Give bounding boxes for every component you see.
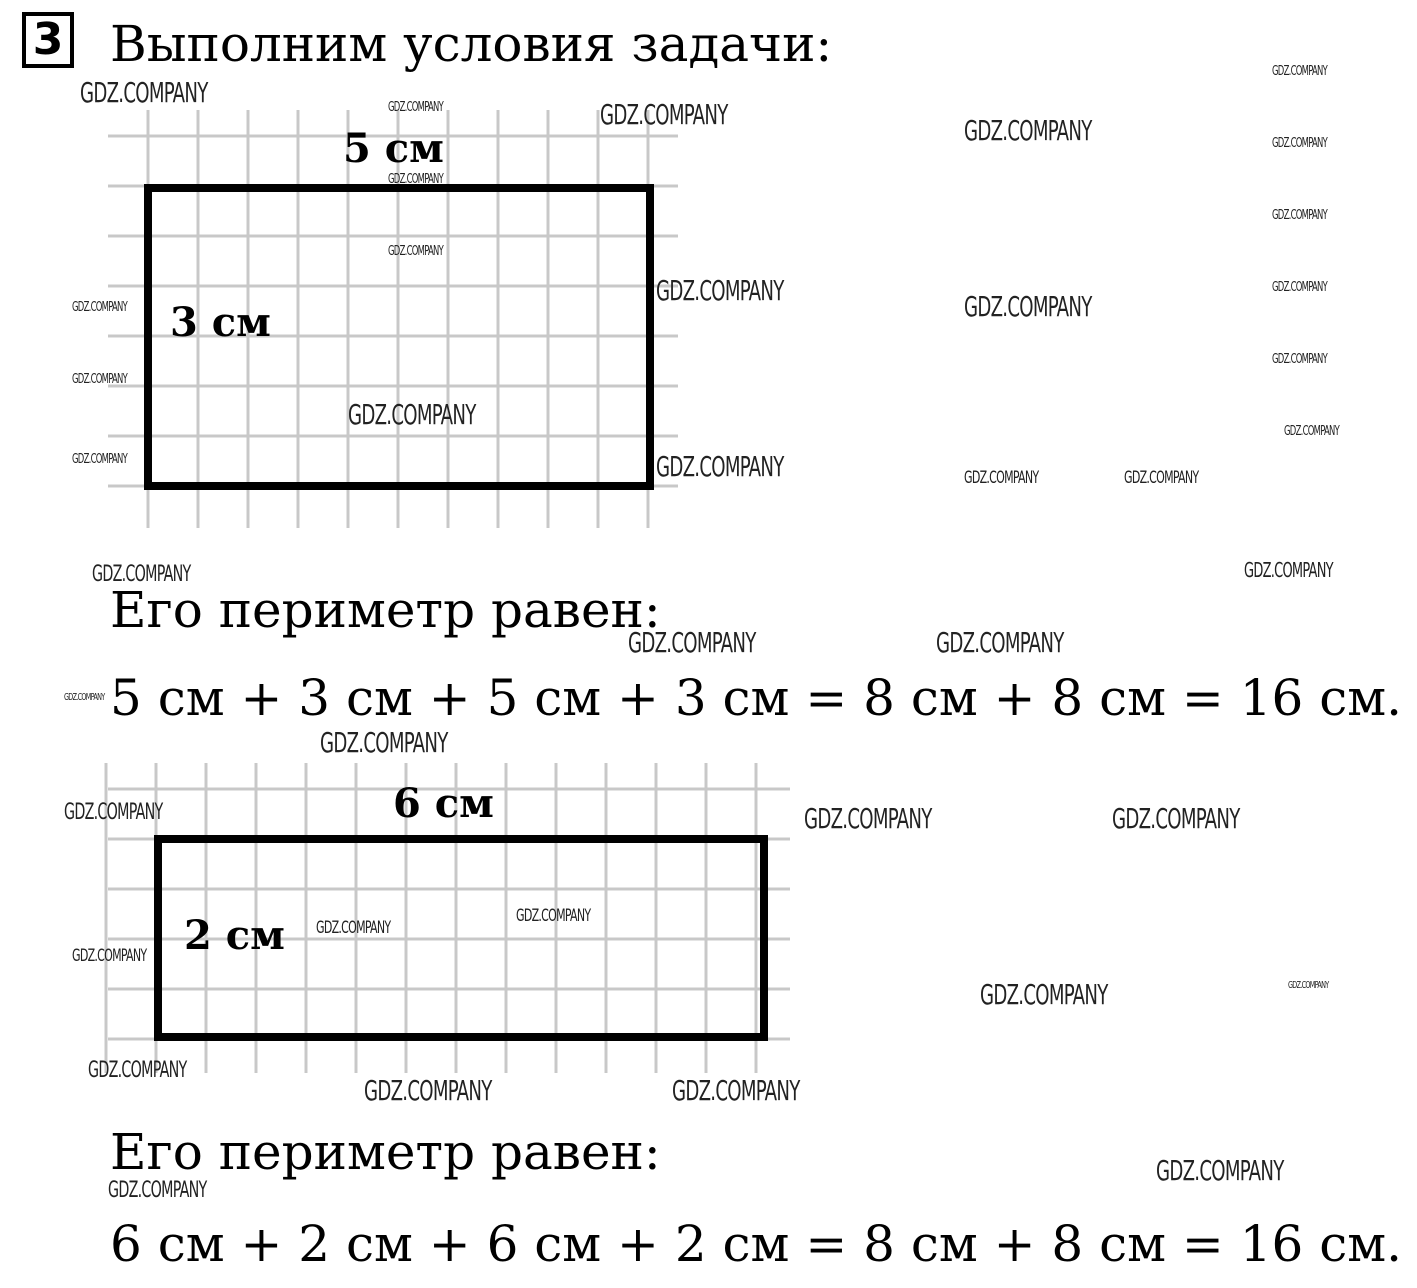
watermark: GDZ.COMPANY (316, 918, 391, 938)
watermark: GDZ.COMPANY (656, 274, 784, 307)
watermark: GDZ.COMPANY (320, 726, 448, 759)
watermark: GDZ.COMPANY (936, 626, 1064, 659)
solution-1-formula: 5 см + 3 см + 5 см + 3 см = 8 см + 8 см = 16 см. (110, 669, 1402, 727)
watermark: GDZ.COMPANY (64, 800, 163, 825)
watermark: GDZ.COMPANY (72, 452, 127, 467)
watermark: GDZ.COMPANY (64, 692, 105, 703)
watermark: GDZ.COMPANY (1272, 64, 1327, 79)
watermark: GDZ.COMPANY (92, 562, 191, 587)
watermark: GDZ.COMPANY (348, 398, 476, 431)
watermark: GDZ.COMPANY (108, 1178, 207, 1203)
watermark: GDZ.COMPANY (88, 1058, 187, 1083)
figure-1-grid (100, 100, 690, 540)
watermark: GDZ.COMPANY (1124, 468, 1199, 488)
watermark: GDZ.COMPANY (1288, 980, 1329, 991)
watermark: GDZ.COMPANY (1272, 280, 1327, 295)
task-heading: Выполним условия задачи: (110, 15, 833, 73)
task-number-box (22, 12, 74, 68)
figure-2-grid (100, 755, 800, 1085)
watermark: GDZ.COMPANY (388, 100, 443, 115)
watermark: GDZ.COMPANY (600, 98, 728, 131)
solution-2-formula: 6 см + 2 см + 6 см + 2 см = 8 см + 8 см = 16 см. (110, 1215, 1402, 1273)
watermark: GDZ.COMPANY (1244, 558, 1333, 582)
watermark: GDZ.COMPANY (364, 1074, 492, 1107)
watermark: GDZ.COMPANY (72, 372, 127, 387)
watermark: GDZ.COMPANY (964, 114, 1092, 147)
solution-1-intro: Его периметр равен: (110, 581, 661, 639)
watermark: GDZ.COMPANY (980, 978, 1108, 1011)
watermark: GDZ.COMPANY (1284, 424, 1339, 439)
watermark: GDZ.COMPANY (1112, 802, 1240, 835)
figure-1-top-label: 5 см (343, 125, 444, 172)
watermark: GDZ.COMPANY (1156, 1154, 1284, 1187)
watermark: GDZ.COMPANY (72, 300, 127, 315)
watermark: GDZ.COMPANY (388, 172, 443, 187)
figure-2-top-label: 6 см (393, 780, 494, 827)
watermark: GDZ.COMPANY (656, 450, 784, 483)
watermark: GDZ.COMPANY (1272, 136, 1327, 151)
figure-2-side-label: 2 см (184, 912, 285, 959)
watermark: GDZ.COMPANY (1272, 352, 1327, 367)
watermark: GDZ.COMPANY (964, 468, 1039, 488)
watermark: GDZ.COMPANY (72, 946, 147, 966)
watermark: GDZ.COMPANY (1272, 208, 1327, 223)
watermark: GDZ.COMPANY (964, 290, 1092, 323)
watermark: GDZ.COMPANY (672, 1074, 800, 1107)
figure-1-side-label: 3 см (170, 299, 271, 346)
watermark: GDZ.COMPANY (628, 626, 756, 659)
task-number: 3 (32, 14, 64, 65)
watermark: GDZ.COMPANY (516, 906, 591, 926)
watermark: GDZ.COMPANY (80, 76, 208, 109)
solution-2-intro: Его периметр равен: (110, 1123, 661, 1181)
watermark: GDZ.COMPANY (804, 802, 932, 835)
watermark: GDZ.COMPANY (388, 244, 443, 259)
